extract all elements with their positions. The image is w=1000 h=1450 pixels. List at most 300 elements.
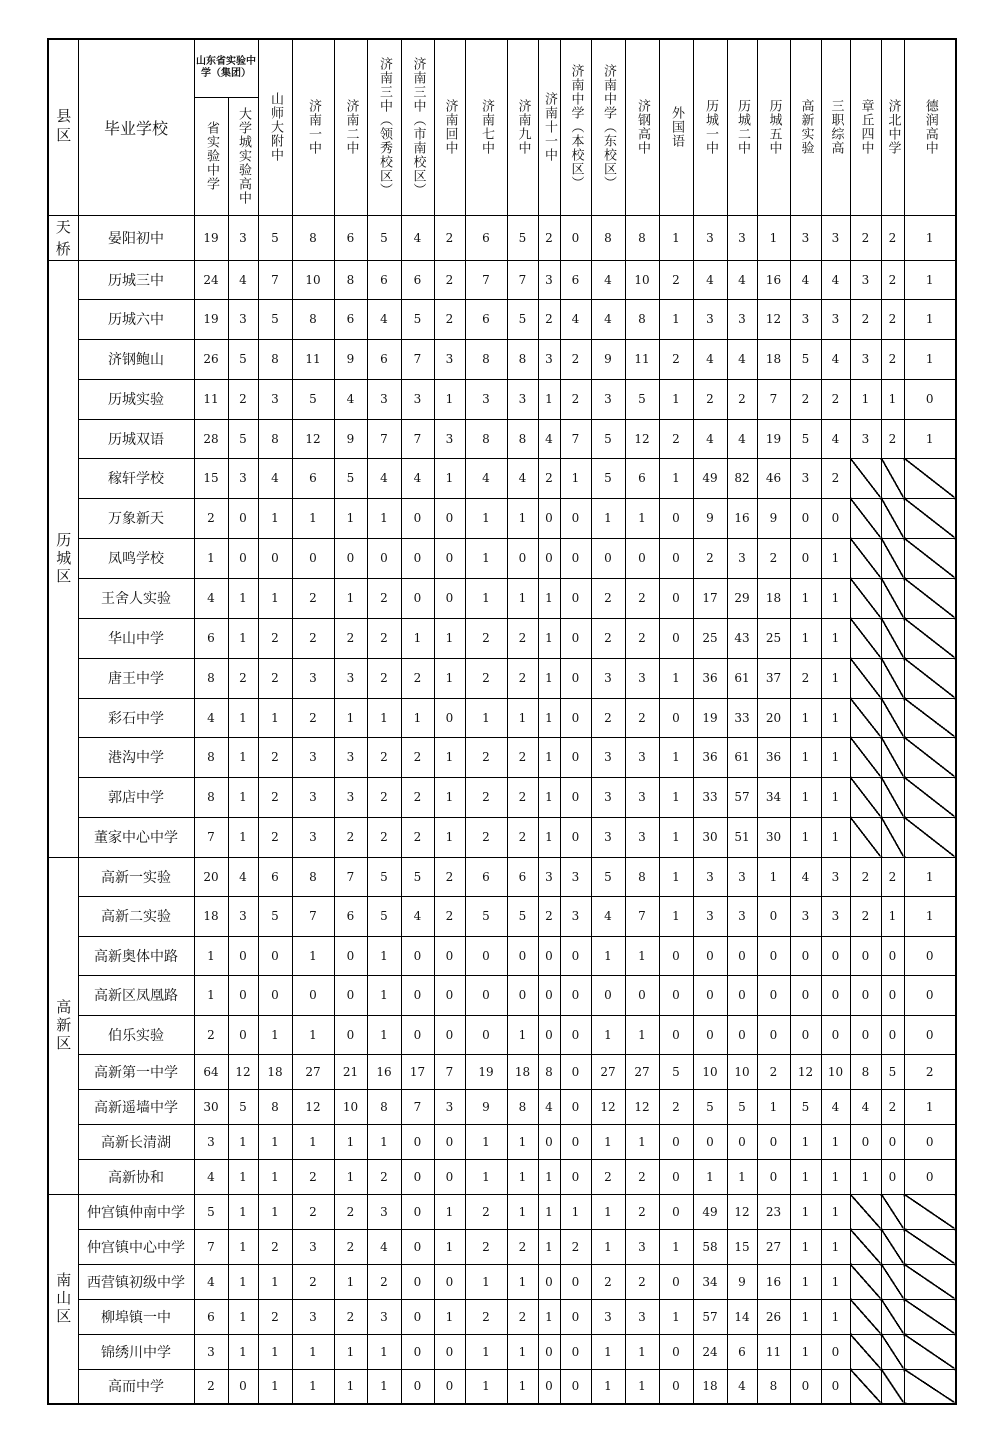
value-cell: 7 — [507, 260, 538, 299]
value-cell: 0 — [821, 936, 850, 975]
value-cell: 1 — [821, 1124, 850, 1159]
table-row — [48, 299, 956, 339]
value-cell: 0 — [821, 1334, 850, 1369]
value-cell: 12 — [292, 419, 334, 458]
value-cell: 8 — [591, 215, 625, 260]
value-cell: 3 — [434, 1089, 465, 1124]
value-cell: 2 — [821, 379, 850, 419]
value-cell: 1 — [790, 1334, 821, 1369]
value-cell: 2 — [434, 896, 465, 936]
value-cell: 1 — [625, 1015, 659, 1054]
value-cell: 3 — [591, 777, 625, 817]
value-cell: 0 — [591, 975, 625, 1015]
value-cell: 1 — [507, 1159, 538, 1194]
value-cell: 0 — [434, 578, 465, 618]
table-row — [48, 1124, 956, 1159]
column-header — [560, 39, 591, 215]
value-cell: 4 — [591, 260, 625, 299]
value-cell: 46 — [757, 458, 790, 498]
value-cell: 57 — [693, 1299, 727, 1334]
value-cell: 10 — [625, 260, 659, 299]
not-applicable-cell — [850, 538, 881, 578]
value-cell: 4 — [334, 379, 367, 419]
value-cell: 36 — [693, 658, 727, 698]
value-cell: 1 — [507, 1194, 538, 1229]
value-cell: 1 — [258, 1334, 292, 1369]
value-cell: 0 — [790, 1015, 821, 1054]
school-name: 唐王中学 — [78, 658, 194, 698]
table-row — [48, 260, 956, 299]
value-cell: 5 — [367, 215, 401, 260]
value-cell: 4 — [367, 299, 401, 339]
value-cell: 0 — [659, 1334, 693, 1369]
value-cell: 1 — [434, 817, 465, 857]
value-cell: 8 — [850, 1054, 881, 1089]
not-applicable-cell — [850, 1369, 881, 1404]
value-cell: 2 — [507, 618, 538, 658]
table-row — [48, 1194, 956, 1229]
value-cell: 0 — [401, 1369, 434, 1404]
value-cell: 1 — [538, 379, 560, 419]
not-applicable-cell — [881, 578, 904, 618]
value-cell: 5 — [790, 339, 821, 379]
value-cell: 1 — [334, 1124, 367, 1159]
not-applicable-cell — [904, 1229, 956, 1264]
value-cell: 0 — [693, 936, 727, 975]
value-cell: 1 — [790, 1264, 821, 1299]
column-header-label: 济南回中 — [442, 99, 458, 156]
school-name: 郭店中学 — [78, 777, 194, 817]
value-cell: 0 — [560, 1369, 591, 1404]
value-cell: 0 — [659, 1369, 693, 1404]
value-cell: 1 — [228, 618, 258, 658]
value-cell: 0 — [560, 975, 591, 1015]
value-cell: 0 — [625, 975, 659, 1015]
value-cell: 3 — [334, 737, 367, 777]
column-header-label: 外国语 — [669, 106, 684, 149]
value-cell: 2 — [507, 1229, 538, 1264]
value-cell: 3 — [258, 379, 292, 419]
column-header-label: 济钢高中 — [635, 99, 650, 156]
value-cell: 1 — [465, 698, 507, 737]
value-cell: 1 — [538, 1159, 560, 1194]
not-applicable-cell — [881, 618, 904, 658]
value-cell: 0 — [881, 1015, 904, 1054]
value-cell: 3 — [591, 379, 625, 419]
value-cell: 1 — [591, 936, 625, 975]
column-header — [821, 39, 850, 215]
value-cell: 0 — [850, 936, 881, 975]
value-cell: 0 — [757, 975, 790, 1015]
value-cell: 5 — [228, 419, 258, 458]
column-header — [465, 39, 507, 215]
value-cell: 0 — [560, 1334, 591, 1369]
value-cell: 3 — [228, 299, 258, 339]
column-header — [904, 39, 956, 215]
school-name: 高新一实验 — [78, 857, 194, 896]
value-cell: 1 — [625, 498, 659, 538]
column-header-label: 济南中学（本校区） — [568, 64, 584, 191]
value-cell: 0 — [560, 1015, 591, 1054]
value-cell: 1 — [659, 777, 693, 817]
value-cell: 0 — [434, 498, 465, 538]
school-name: 西营镇初级中学 — [78, 1264, 194, 1299]
value-cell: 1 — [258, 1264, 292, 1299]
value-cell: 1 — [334, 1369, 367, 1404]
value-cell: 1 — [194, 538, 228, 578]
value-cell: 5 — [228, 339, 258, 379]
value-cell: 3 — [538, 339, 560, 379]
value-cell: 10 — [727, 1054, 757, 1089]
value-cell: 1 — [194, 975, 228, 1015]
value-cell: 1 — [790, 698, 821, 737]
table-row — [48, 658, 956, 698]
value-cell: 6 — [401, 260, 434, 299]
value-cell: 3 — [292, 777, 334, 817]
value-cell: 3 — [591, 658, 625, 698]
value-cell: 5 — [507, 215, 538, 260]
value-cell: 2 — [727, 379, 757, 419]
value-cell: 2 — [465, 618, 507, 658]
value-cell: 0 — [560, 1299, 591, 1334]
value-cell: 2 — [538, 458, 560, 498]
not-applicable-cell — [904, 1334, 956, 1369]
value-cell: 4 — [228, 857, 258, 896]
value-cell: 0 — [659, 975, 693, 1015]
value-cell: 2 — [507, 1299, 538, 1334]
value-cell: 0 — [538, 936, 560, 975]
value-cell: 2 — [367, 578, 401, 618]
value-cell: 2 — [401, 777, 434, 817]
column-header-label: 章丘四中 — [858, 99, 874, 156]
table-row — [48, 975, 956, 1015]
value-cell: 2 — [194, 1015, 228, 1054]
not-applicable-cell — [881, 1369, 904, 1404]
value-cell: 6 — [334, 215, 367, 260]
school-name: 晏阳初中 — [78, 215, 194, 260]
value-cell: 3 — [693, 896, 727, 936]
value-cell: 5 — [507, 299, 538, 339]
value-cell: 1 — [790, 1229, 821, 1264]
value-cell: 3 — [367, 379, 401, 419]
column-header — [401, 39, 434, 215]
value-cell: 2 — [659, 419, 693, 458]
value-cell: 0 — [727, 975, 757, 1015]
not-applicable-cell — [881, 737, 904, 777]
value-cell: 2 — [881, 419, 904, 458]
value-cell: 0 — [904, 1124, 956, 1159]
value-cell: 2 — [465, 737, 507, 777]
column-header — [591, 39, 625, 215]
value-cell: 12 — [625, 419, 659, 458]
not-applicable-cell — [850, 698, 881, 737]
school-name: 高新第一中学 — [78, 1054, 194, 1089]
value-cell: 0 — [560, 215, 591, 260]
table-row — [48, 379, 956, 419]
value-cell: 5 — [659, 1054, 693, 1089]
value-cell: 2 — [258, 658, 292, 698]
value-cell: 1 — [367, 936, 401, 975]
value-cell: 4 — [850, 1089, 881, 1124]
value-cell: 1 — [821, 817, 850, 857]
school-name: 高新协和 — [78, 1159, 194, 1194]
value-cell: 1 — [625, 1334, 659, 1369]
value-cell: 5 — [591, 458, 625, 498]
value-cell: 6 — [258, 857, 292, 896]
value-cell: 3 — [591, 737, 625, 777]
value-cell: 1 — [434, 1229, 465, 1264]
school-name: 仲宫镇中心中学 — [78, 1229, 194, 1264]
value-cell: 0 — [538, 538, 560, 578]
value-cell: 8 — [194, 658, 228, 698]
value-cell: 0 — [659, 698, 693, 737]
value-cell: 4 — [194, 1264, 228, 1299]
value-cell: 0 — [538, 1015, 560, 1054]
value-cell: 1 — [904, 1089, 956, 1124]
value-cell: 2 — [434, 215, 465, 260]
not-applicable-cell — [850, 658, 881, 698]
value-cell: 1 — [591, 498, 625, 538]
value-cell: 1 — [258, 698, 292, 737]
not-applicable-cell — [904, 458, 956, 498]
value-cell: 4 — [258, 458, 292, 498]
value-cell: 14 — [727, 1299, 757, 1334]
value-cell: 0 — [790, 538, 821, 578]
value-cell: 0 — [401, 1124, 434, 1159]
value-cell: 2 — [465, 1194, 507, 1229]
value-cell: 2 — [367, 1159, 401, 1194]
district-cell — [48, 1194, 78, 1404]
value-cell: 5 — [790, 419, 821, 458]
value-cell: 1 — [434, 1299, 465, 1334]
value-cell: 1 — [625, 1369, 659, 1404]
district-label: 高新区 — [54, 998, 73, 1053]
value-cell: 12 — [757, 299, 790, 339]
value-cell: 51 — [727, 817, 757, 857]
not-applicable-cell — [881, 1299, 904, 1334]
value-cell: 0 — [538, 1124, 560, 1159]
value-cell: 0 — [538, 1369, 560, 1404]
value-cell: 1 — [538, 817, 560, 857]
value-cell: 1 — [904, 419, 956, 458]
not-applicable-cell — [904, 777, 956, 817]
value-cell: 2 — [401, 817, 434, 857]
not-applicable-cell — [850, 777, 881, 817]
not-applicable-cell — [904, 618, 956, 658]
value-cell: 4 — [790, 260, 821, 299]
not-applicable-cell — [904, 1264, 956, 1299]
value-cell: 0 — [401, 936, 434, 975]
column-header-label: 历城二中 — [735, 99, 750, 156]
value-cell: 0 — [292, 975, 334, 1015]
value-cell: 23 — [757, 1194, 790, 1229]
column-header — [659, 39, 693, 215]
value-cell: 2 — [625, 618, 659, 658]
value-cell: 1 — [401, 618, 434, 658]
value-cell: 0 — [904, 1159, 956, 1194]
value-cell: 0 — [465, 936, 507, 975]
not-applicable-cell — [881, 817, 904, 857]
column-header — [292, 39, 334, 215]
value-cell: 3 — [821, 857, 850, 896]
value-cell: 3 — [625, 658, 659, 698]
school-name: 华山中学 — [78, 618, 194, 658]
district-label: 南山区 — [54, 1271, 73, 1326]
value-cell: 0 — [507, 538, 538, 578]
column-header — [727, 39, 757, 215]
value-cell: 6 — [367, 260, 401, 299]
not-applicable-cell — [850, 737, 881, 777]
value-cell: 12 — [292, 1089, 334, 1124]
value-cell: 30 — [757, 817, 790, 857]
value-cell: 2 — [258, 817, 292, 857]
value-cell: 2 — [292, 698, 334, 737]
value-cell: 1 — [790, 578, 821, 618]
value-cell: 7 — [194, 1229, 228, 1264]
not-applicable-cell — [850, 1264, 881, 1299]
not-applicable-cell — [904, 1194, 956, 1229]
value-cell: 0 — [228, 1015, 258, 1054]
not-applicable-cell — [904, 538, 956, 578]
district-label: 天桥 — [55, 217, 71, 258]
value-cell: 1 — [625, 1124, 659, 1159]
value-cell: 3 — [790, 215, 821, 260]
value-cell: 4 — [401, 458, 434, 498]
value-cell: 1 — [228, 698, 258, 737]
school-name: 港沟中学 — [78, 737, 194, 777]
value-cell: 5 — [881, 1054, 904, 1089]
table-row — [48, 458, 956, 498]
value-cell: 3 — [292, 1229, 334, 1264]
value-cell: 18 — [258, 1054, 292, 1089]
value-cell: 1 — [258, 1124, 292, 1159]
value-cell: 1 — [367, 698, 401, 737]
value-cell: 0 — [401, 578, 434, 618]
value-cell: 4 — [401, 896, 434, 936]
value-cell: 1 — [591, 1015, 625, 1054]
school-name: 仲宫镇仲南中学 — [78, 1194, 194, 1229]
value-cell: 2 — [659, 1089, 693, 1124]
value-cell: 0 — [560, 578, 591, 618]
table-row — [48, 1229, 956, 1264]
value-cell: 1 — [591, 1194, 625, 1229]
value-cell: 15 — [194, 458, 228, 498]
value-cell: 19 — [757, 419, 790, 458]
value-cell: 5 — [401, 299, 434, 339]
table-row — [48, 215, 956, 260]
value-cell: 1 — [693, 1159, 727, 1194]
value-cell: 7 — [757, 379, 790, 419]
not-applicable-cell — [850, 498, 881, 538]
value-cell: 33 — [693, 777, 727, 817]
value-cell: 8 — [334, 260, 367, 299]
value-cell: 0 — [228, 975, 258, 1015]
value-cell: 1 — [367, 498, 401, 538]
value-cell: 26 — [194, 339, 228, 379]
table-row — [48, 1334, 956, 1369]
value-cell: 11 — [757, 1334, 790, 1369]
value-cell: 1 — [434, 618, 465, 658]
value-cell: 2 — [434, 299, 465, 339]
value-cell: 19 — [465, 1054, 507, 1089]
value-cell: 3 — [292, 817, 334, 857]
value-cell: 0 — [659, 578, 693, 618]
school-name: 王舍人实验 — [78, 578, 194, 618]
value-cell: 1 — [659, 857, 693, 896]
value-cell: 3 — [228, 458, 258, 498]
value-cell: 6 — [560, 260, 591, 299]
value-cell: 0 — [334, 1015, 367, 1054]
value-cell: 0 — [507, 975, 538, 1015]
value-cell: 3 — [591, 817, 625, 857]
value-cell: 2 — [881, 299, 904, 339]
school-name: 稼轩学校 — [78, 458, 194, 498]
value-cell: 2 — [292, 1264, 334, 1299]
value-cell: 2 — [850, 299, 881, 339]
value-cell: 2 — [693, 379, 727, 419]
value-cell: 3 — [367, 1194, 401, 1229]
value-cell: 1 — [507, 1015, 538, 1054]
value-cell: 5 — [693, 1089, 727, 1124]
value-cell: 11 — [625, 339, 659, 379]
not-applicable-cell — [850, 1194, 881, 1229]
value-cell: 25 — [693, 618, 727, 658]
value-cell: 3 — [625, 1229, 659, 1264]
value-cell: 29 — [727, 578, 757, 618]
value-cell: 1 — [292, 1124, 334, 1159]
value-cell: 0 — [560, 817, 591, 857]
value-cell: 2 — [367, 658, 401, 698]
value-cell: 0 — [904, 379, 956, 419]
table-body — [48, 215, 956, 1404]
not-applicable-cell — [881, 458, 904, 498]
column-header-label: 济南九中 — [515, 99, 531, 156]
table-row — [48, 777, 956, 817]
value-cell: 3 — [790, 896, 821, 936]
column-header — [228, 97, 258, 215]
value-cell: 28 — [194, 419, 228, 458]
value-cell: 2 — [625, 1194, 659, 1229]
value-cell: 12 — [228, 1054, 258, 1089]
value-cell: 0 — [401, 1194, 434, 1229]
value-cell: 0 — [401, 975, 434, 1015]
value-cell: 1 — [367, 1334, 401, 1369]
value-cell: 2 — [228, 658, 258, 698]
value-cell: 0 — [258, 975, 292, 1015]
value-cell: 1 — [507, 698, 538, 737]
value-cell: 4 — [727, 1369, 757, 1404]
value-cell: 2 — [334, 618, 367, 658]
value-cell: 0 — [434, 1334, 465, 1369]
table-row — [48, 618, 956, 658]
not-applicable-cell — [881, 698, 904, 737]
value-cell: 4 — [538, 419, 560, 458]
value-cell: 3 — [194, 1334, 228, 1369]
value-cell: 1 — [334, 698, 367, 737]
not-applicable-cell — [850, 1229, 881, 1264]
value-cell: 4 — [591, 896, 625, 936]
value-cell: 1 — [659, 299, 693, 339]
value-cell: 0 — [881, 936, 904, 975]
value-cell: 1 — [465, 1159, 507, 1194]
value-cell: 6 — [334, 896, 367, 936]
value-cell: 8 — [194, 777, 228, 817]
value-cell: 1 — [850, 1159, 881, 1194]
school-name: 伯乐实验 — [78, 1015, 194, 1054]
value-cell: 15 — [727, 1229, 757, 1264]
value-cell: 0 — [560, 698, 591, 737]
column-header — [790, 39, 821, 215]
